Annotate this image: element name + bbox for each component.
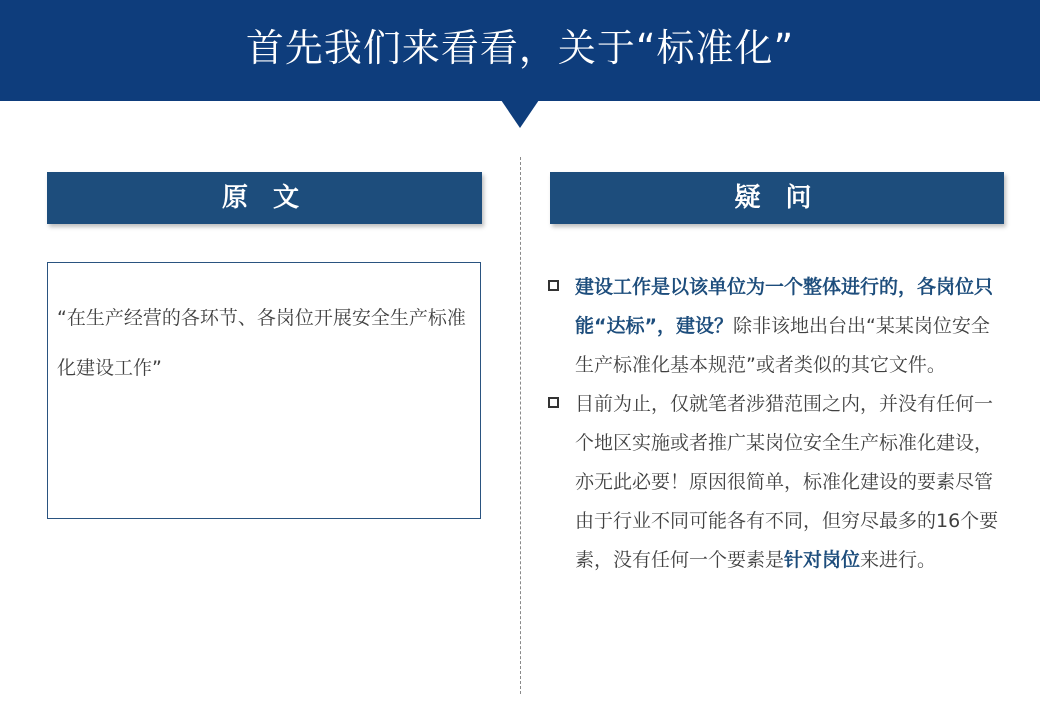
- square-bullet-icon: [548, 397, 559, 408]
- list-item: [548, 268, 1004, 385]
- question-list: [548, 268, 1004, 580]
- title-banner: [0, 0, 1040, 101]
- quote-text: “在生产经营的各环节、各岗位开展安全生产标准化建设工作”: [57, 307, 466, 379]
- bullet-highlight: 建设工作是以该单位为一个整体进行的，各岗位只能“达标”，建设？: [575, 276, 994, 337]
- questions-header: 疑 问: [550, 172, 1004, 224]
- bullet-text: 目前为止，仅就笔者涉猎范围之内，并没有任何一个地区实施或者推广某岗位安全生产标准化建设，亦无此必要！原因很简单，标准化建设的要素尽管由于行业不同可能各有不同，但穷尽最多的16个要素，没有任何一个要素是: [575, 393, 999, 571]
- slide-title: 首先我们来看看，关于“标准化”: [245, 26, 795, 70]
- square-bullet-icon: [548, 280, 559, 291]
- bullet-tail: 来进行。: [860, 549, 937, 571]
- quote-box: [47, 262, 481, 519]
- banner-pointer: [501, 100, 539, 128]
- list-item: [548, 385, 1004, 580]
- original-text-header: 原 文: [47, 172, 482, 224]
- bullet-text: 除非该地出台出“某某岗位安全生产标准化基本规范”或者类似的其它文件。: [575, 315, 990, 376]
- bullet-highlight: 针对岗位: [784, 549, 861, 571]
- column-divider: [520, 157, 521, 694]
